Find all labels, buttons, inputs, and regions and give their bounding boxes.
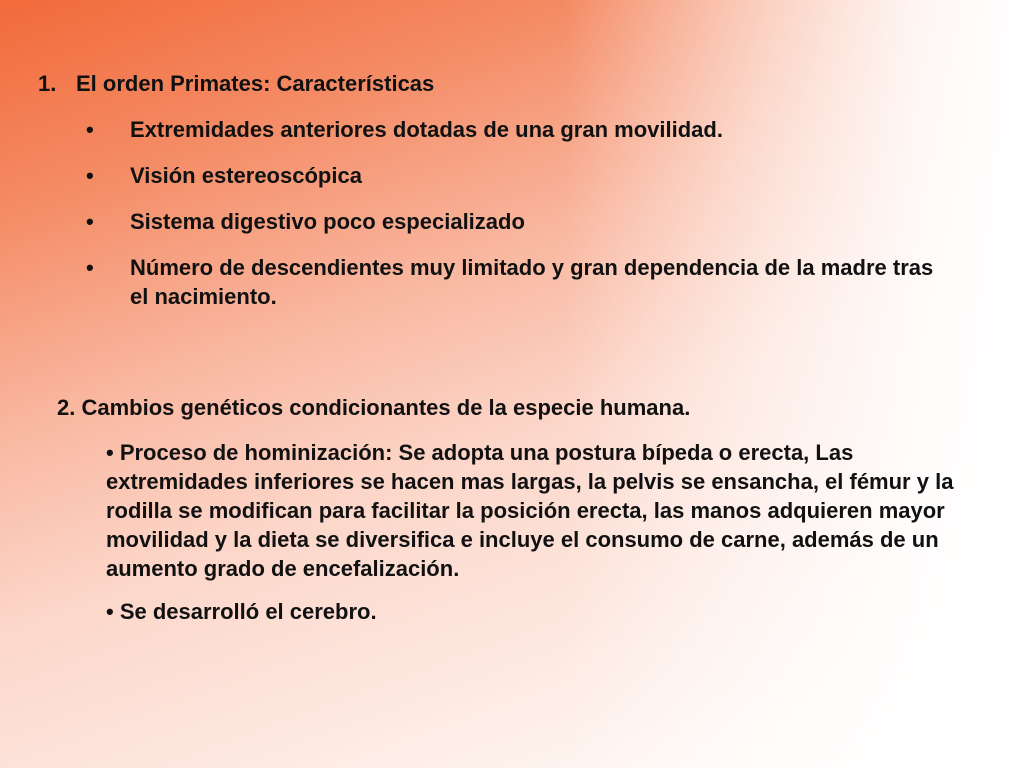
bullet-text: Sistema digestivo poco especializado	[130, 209, 525, 234]
list-item: • Proceso de hominización: Se adopta una postura bípeda o erecta, Las extremidades inferiores se hacen mas largas, la pelvis se ensancha, el fémur y la rodilla se modifican para facilitar la posición erecta, las manos adquieren mayor movilidad y la dieta se diversifica e incluye el consumo de carne, además de un aumento grado de encefalización.	[106, 440, 954, 581]
section-2-bullet-list	[106, 438, 966, 640]
section-2-heading: 2. Cambios genéticos condicionantes de la especie humana.	[57, 395, 691, 420]
list-item	[86, 253, 946, 311]
bullet-dot-icon: •	[86, 117, 94, 142]
bullet-text: Extremidades anteriores dotadas de una gran movilidad.	[130, 117, 723, 142]
list-item	[86, 115, 946, 144]
section-1-number: 1.	[38, 71, 57, 96]
section-1-bullet-list	[86, 115, 946, 328]
list-item: • Se desarrolló el cerebro.	[106, 599, 377, 624]
bullet-dot-icon: •	[86, 163, 94, 188]
section-1-heading	[38, 69, 434, 98]
bullet-dot-icon: •	[86, 209, 94, 234]
list-item	[86, 207, 946, 236]
bullet-text: Visión estereoscópica	[130, 163, 362, 188]
list-item	[86, 161, 946, 190]
section-1-title: El orden Primates: Características	[76, 71, 435, 96]
bullet-text: Número de descendientes muy limitado y gran dependencia de la madre tras el nacimiento.	[130, 255, 934, 309]
bullet-dot-icon: •	[86, 255, 94, 280]
